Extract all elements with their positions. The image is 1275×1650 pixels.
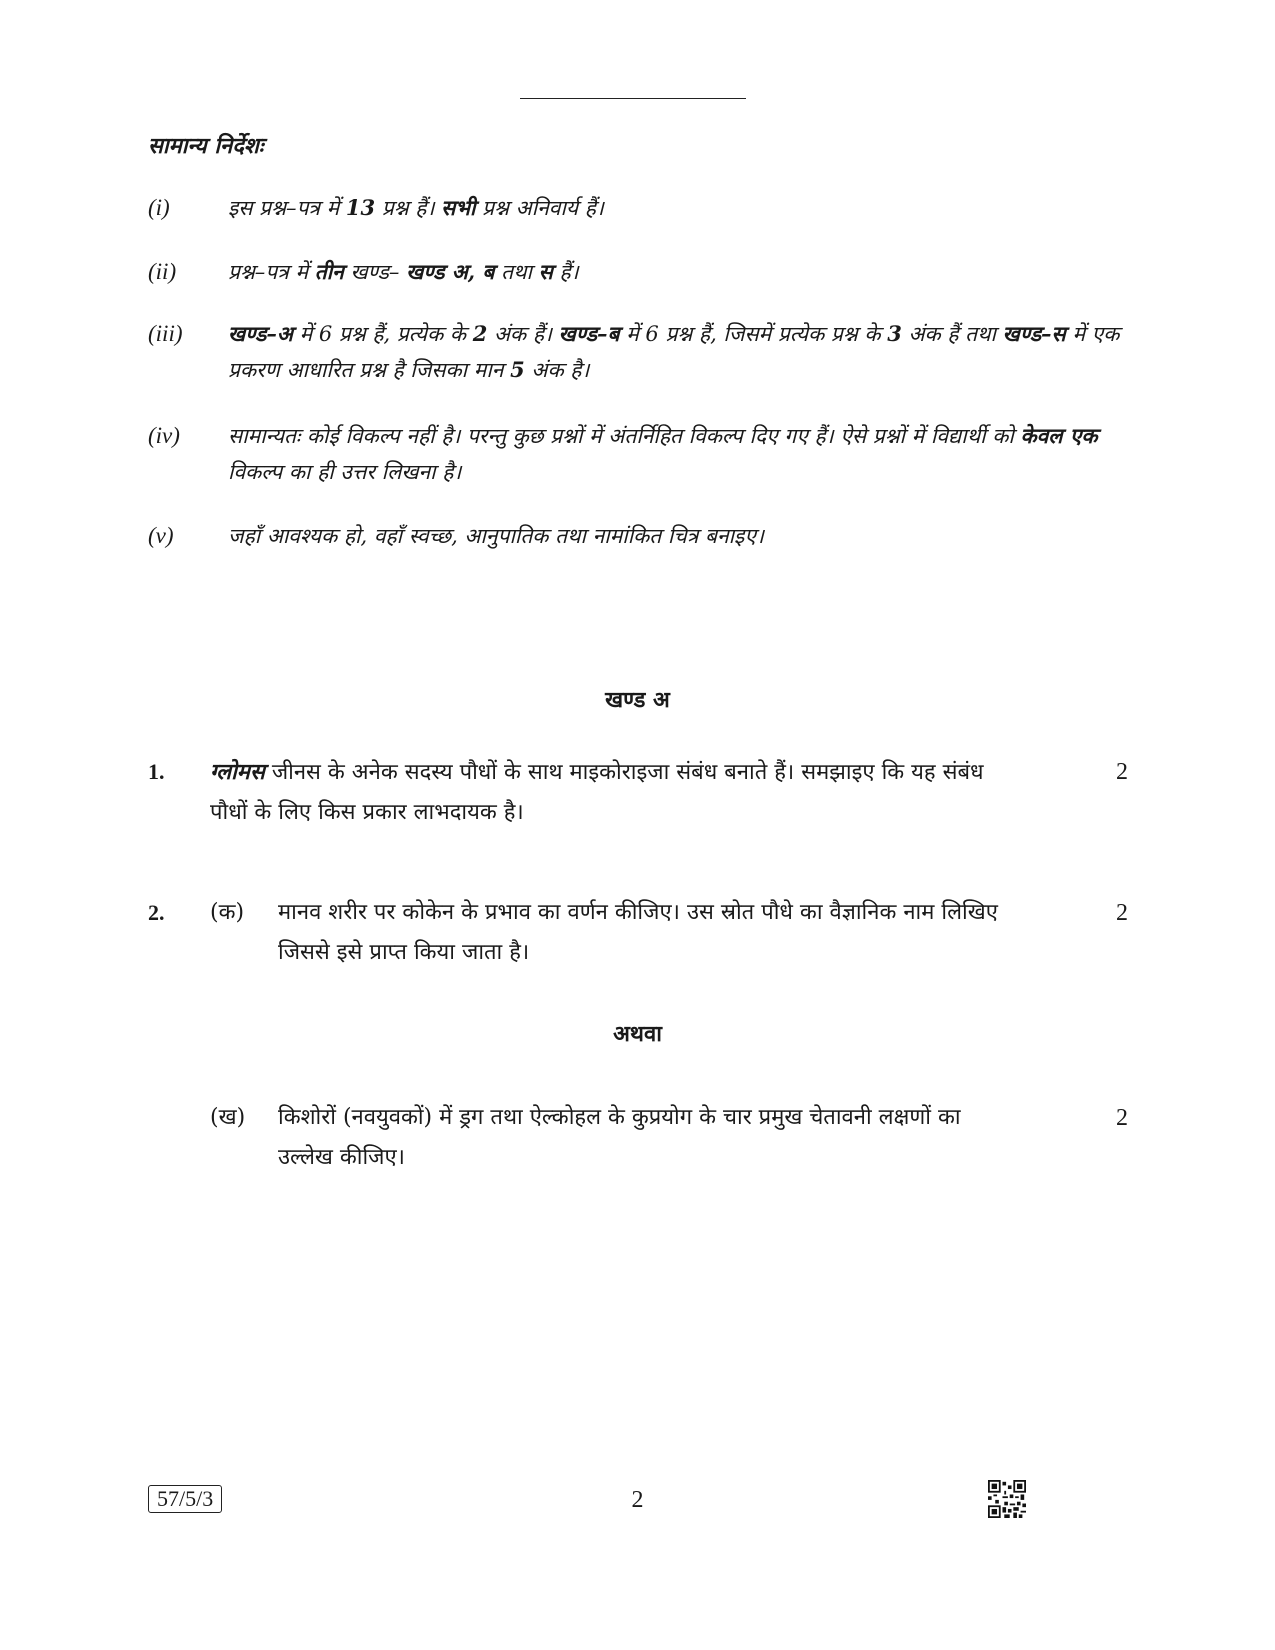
question-number: 1. <box>148 759 165 784</box>
question-marks: 2 <box>1116 1105 1128 1131</box>
question-2b: (ख) किशोरों (नवयुवकों) में ड्रग तथा ऐल्कोहल के कुप्रयोग के चार प्रमुख चेतावनी लक्षणों का उल्लेख कीजिए। 2 <box>148 1098 1128 1178</box>
page-number: 2 <box>631 1487 644 1513</box>
question-marks: 2 <box>1116 900 1128 926</box>
sub-question-label: (क) <box>210 900 245 925</box>
section-a-heading: खण्ड अ <box>605 687 670 713</box>
question-number: 2. <box>148 900 165 925</box>
instruction-item: (v) जहाँ आवश्यक हो, वहाँ स्वच्छ, आनुपातिक तथा नामांकित चित्र बनाइए। <box>148 518 1128 554</box>
instruction-item: (i) इस प्रश्न–पत्र में 13 प्रश्न हैं। सभी प्रश्न अनिवार्य हैं। <box>148 190 1128 226</box>
paper-code: 57/5/3 <box>148 1485 222 1513</box>
top-rule <box>520 98 746 99</box>
instruction-item: (ii) प्रश्न–पत्र में तीन खण्ड– खण्ड अ, ब तथा स हैं। <box>148 254 1128 290</box>
question-2a: 2. (क) मानव शरीर पर कोकेन के प्रभाव का वर्णन कीजिए। उस स्रोत पौधे का वैज्ञानिक नाम लिखिए जिससे इसे प्राप्त किया जाता है। 2 <box>148 893 1128 973</box>
question-1: 1. ग्लोमस जीनस के अनेक सदस्य पौधों के साथ माइकोराइजा संबंध बनाते हैं। समझाइए कि यह संबंध पौधों के लिए किस प्रकार लाभदायक है। 2 <box>148 752 1128 833</box>
instruction-number: (iii) <box>148 321 183 346</box>
or-label: अथवा <box>613 1021 662 1047</box>
instruction-number: (iv) <box>148 423 180 448</box>
instruction-item: (iii) खण्ड–अ में 6 प्रश्न हैं, प्रत्येक के 2 अंक हैं। खण्ड–ब में 6 प्रश्न हैं, जिसमें प्रत्येक प्रश्न के 3 अंक हैं तथा खण्ड–स में एक प्रकरण आधारित प्रश्न है जिसका मान 5 अंक है। <box>148 316 1128 388</box>
instruction-number: (i) <box>148 195 170 220</box>
general-instructions-heading: सामान्य निर्देशः <box>148 133 264 159</box>
question-marks: 2 <box>1116 759 1128 785</box>
instruction-number: (v) <box>148 523 174 548</box>
sub-question-label: (ख) <box>210 1105 246 1130</box>
instruction-item: (iv) सामान्यतः कोई विकल्प नहीं है। परन्तु कुछ प्रश्नों में अंतर्निहित विकल्प दिए गए हैं। ऐसे प्रश्नों में विद्यार्थी को केवल एक विकल्प का ही उत्तर लिखना है। <box>148 418 1128 490</box>
qr-code-icon <box>988 1480 1026 1518</box>
instruction-number: (ii) <box>148 259 177 284</box>
